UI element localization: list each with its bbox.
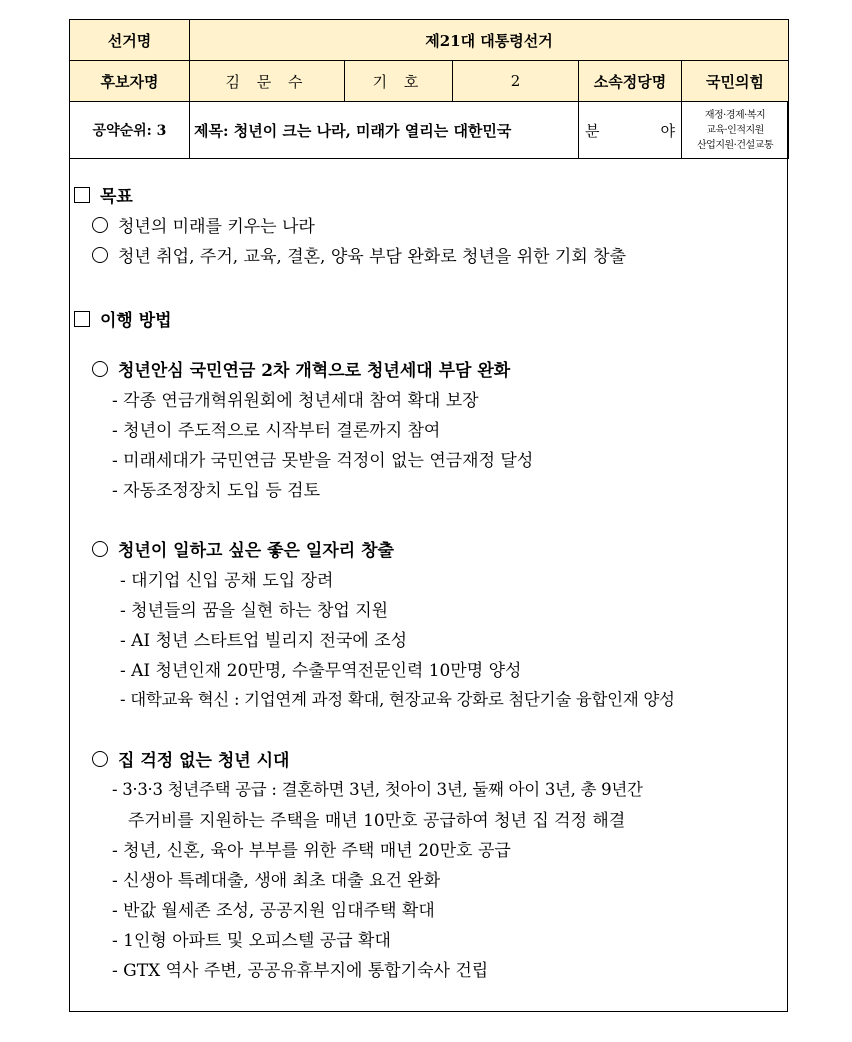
goal-item-text: 청년의 미래를 키우는 나라 [118,217,315,237]
goal-item [92,242,626,267]
method-item-continued: 주거비를 지원하는 주택을 매년 10만호 공급하여 청년 집 걱정 해결 [128,811,626,831]
election-value: 제21대 대통령선거 [190,20,789,61]
method-item: - 청년이 주도적으로 시작부터 결론까지 참여 [112,421,441,441]
method-item: - 반값 월세존 조성, 공공지원 임대주택 확대 [112,901,435,921]
group-title-text: 집 걱정 없는 청년 시대 [118,751,290,771]
election-label: 선거명 [70,20,190,61]
circle-bullet-icon [92,361,108,377]
method-item: - 대기업 신입 공채 도입 장려 [120,571,334,591]
method-item: - GTX 역사 주변, 공공유휴부지에 통합기숙사 건립 [112,961,489,981]
party-label: 소속정당명 [579,61,682,102]
priority-label: 공약순위: 3 [70,102,190,159]
method-item: - 자동조정장치 도입 등 검토 [112,481,321,501]
field-line: 재정·경제·복지 [704,109,766,121]
circle-bullet-icon [92,247,108,263]
method-group-title [92,356,510,381]
header-table [69,19,789,159]
pledge-title: 제목: 청년이 크는 나라, 미래가 열리는 대한민국 [190,102,579,159]
goal-heading [74,182,133,207]
circle-bullet-icon [92,217,108,233]
circle-bullet-icon [92,751,108,767]
method-item: - 청년들의 꿈을 실현 하는 창업 지원 [120,601,389,621]
field-line: 교육·인적지원 [706,124,764,136]
method-heading [74,306,172,331]
method-item: - 3·3·3 청년주택 공급 : 결혼하면 3년, 첫아이 3년, 둘째 아이 3년, 총 9년간 [112,780,643,799]
method-group-title [92,536,394,561]
candidate-value: 김 문 수 [190,61,345,102]
method-item: - 1인형 아파트 및 오피스텔 공급 확대 [112,931,391,951]
square-bullet-icon [74,187,90,203]
pledge-sheet [69,19,788,1012]
method-item: - AI 청년인재 20만명, 수출무역전문인력 10만명 양성 [120,661,522,681]
circle-bullet-icon [92,541,108,557]
method-item: - 각종 연금개혁위원회에 청년세대 참여 확대 보장 [112,391,479,411]
field-label [579,120,681,141]
candidate-label: 후보자명 [70,61,190,102]
symbol-value: 2 [453,61,579,102]
method-group-title [92,746,289,771]
method-heading-text: 이행 방법 [100,311,172,331]
group-title-text: 청년이 일하고 싶은 좋은 일자리 창출 [118,541,394,561]
method-item: - 대학교육 혁신 : 기업연계 과정 확대, 현장교육 강화로 첨단기술 융합인재 양성 [120,690,675,709]
goal-heading-text: 목표 [100,187,133,207]
method-item: - AI 청년 스타트업 빌리지 전국에 조성 [120,631,408,651]
symbol-label: 기 호 [345,61,453,102]
field-label-cell [579,102,682,159]
field-label-a: 분 [585,121,600,140]
field-line: 산업지원·건설교통 [697,139,773,151]
goal-item-text: 청년 취업, 주거, 교육, 결혼, 양육 부담 완화로 청년을 위한 기회 창출 [118,247,627,267]
square-bullet-icon [74,311,90,327]
method-item: - 신생아 특례대출, 생애 최초 대출 요건 완화 [112,871,441,891]
group-title-text: 청년안심 국민연금 2차 개혁으로 청년세대 부담 완화 [118,361,511,381]
goal-item [92,212,315,237]
field-value [682,102,789,159]
party-value: 국민의힘 [682,61,789,102]
method-item: - 미래세대가 국민연금 못받을 걱정이 없는 연금재정 달성 [112,451,534,471]
method-item: - 청년, 신혼, 육아 부부를 위한 주택 매년 20만호 공급 [112,841,511,861]
field-label-b: 야 [660,121,675,140]
